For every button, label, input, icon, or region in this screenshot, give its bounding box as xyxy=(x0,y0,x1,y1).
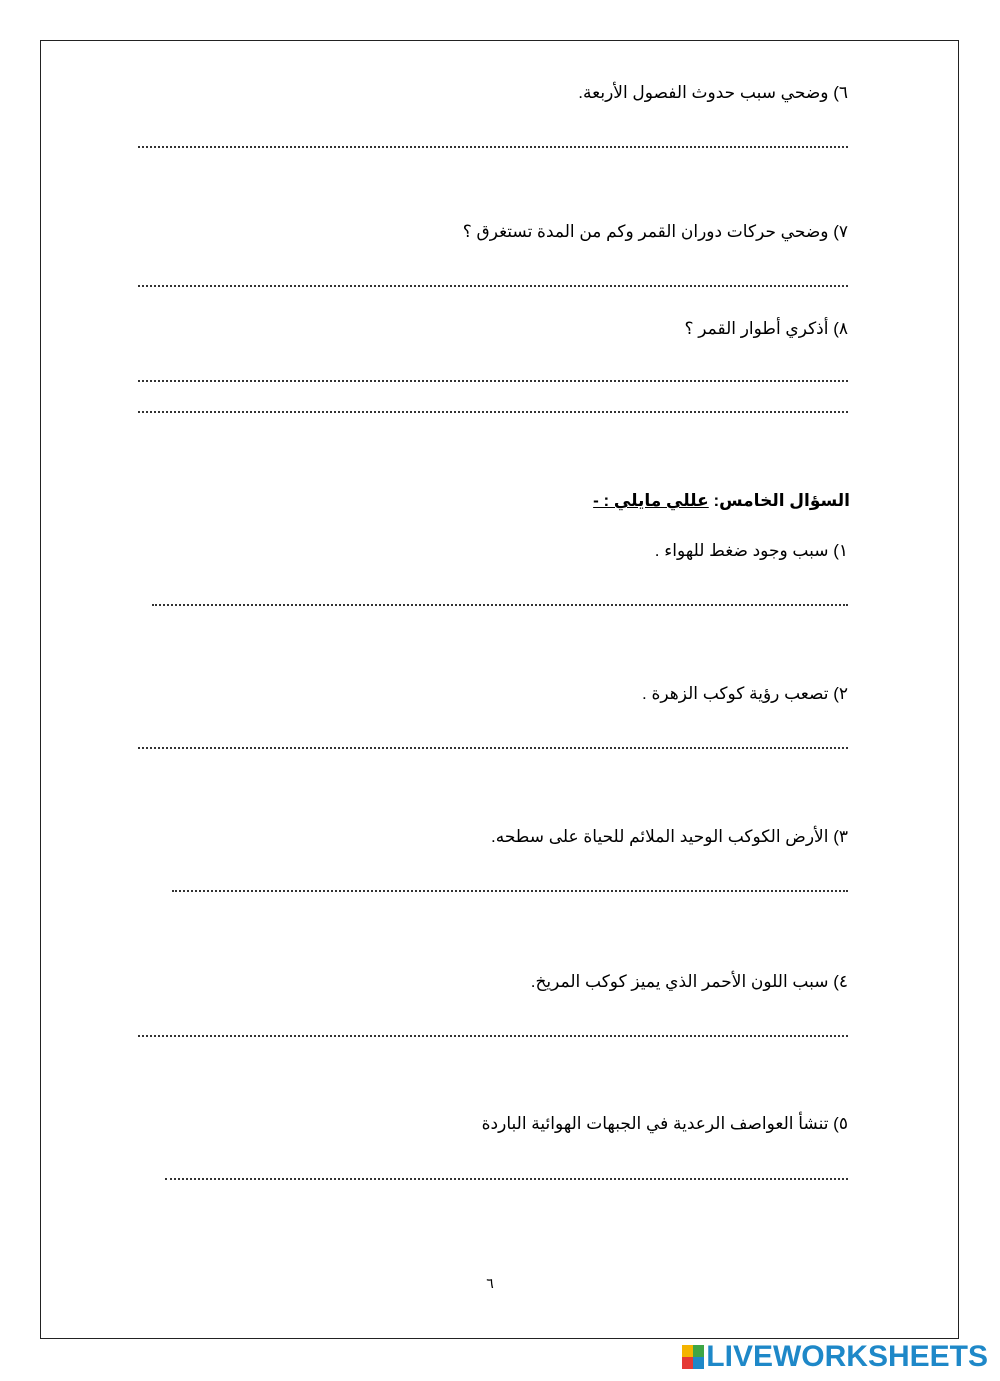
reason-question-4: ٤) سبب اللون الأحمر الذي يميز كوكب المريخ. xyxy=(530,972,848,991)
answer-line-q8-b[interactable] xyxy=(138,411,848,413)
answer-line-r1[interactable] xyxy=(152,604,848,606)
page-number: ٦ xyxy=(486,1275,494,1291)
reason-question-3: ٣) الأرض الكوكب الوحيد الملائم للحياة على سطحه. xyxy=(490,827,848,846)
answer-line-r4[interactable] xyxy=(138,1035,848,1037)
question-7: ٧) وضحي حركات دوران القمر وكم من المدة تستغرق ؟ xyxy=(462,222,848,241)
section-5-heading xyxy=(593,490,850,512)
answer-line-q6[interactable] xyxy=(138,146,848,148)
section-5-instruction: عللي مايلي : - xyxy=(593,491,709,510)
answer-line-r3[interactable] xyxy=(172,890,848,892)
question-6: ٦) وضحي سبب حدوث الفصول الأربعة. xyxy=(578,83,848,102)
answer-line-r2[interactable] xyxy=(138,747,848,749)
section-5-title: السؤال الخامس: xyxy=(713,491,850,510)
brand-name: LIVEWORKSHEETS xyxy=(706,1340,988,1373)
reason-question-5: ٥) تنشأ العواصف الرعدية في الجبهات الهوائية الباردة xyxy=(481,1114,848,1133)
question-8: ٨) أذكري أطوار القمر ؟ xyxy=(684,319,848,338)
reason-question-1: ١) سبب وجود ضغط للهواء . xyxy=(654,541,848,560)
answer-line-r5[interactable] xyxy=(165,1178,848,1180)
answer-line-q7[interactable] xyxy=(138,285,848,287)
liveworksheets-logo-icon xyxy=(682,1345,704,1369)
liveworksheets-brand[interactable] xyxy=(682,1342,988,1372)
answer-line-q8-a[interactable] xyxy=(138,380,848,382)
reason-question-2: ٢) تصعب رؤية كوكب الزهرة . xyxy=(642,684,848,703)
